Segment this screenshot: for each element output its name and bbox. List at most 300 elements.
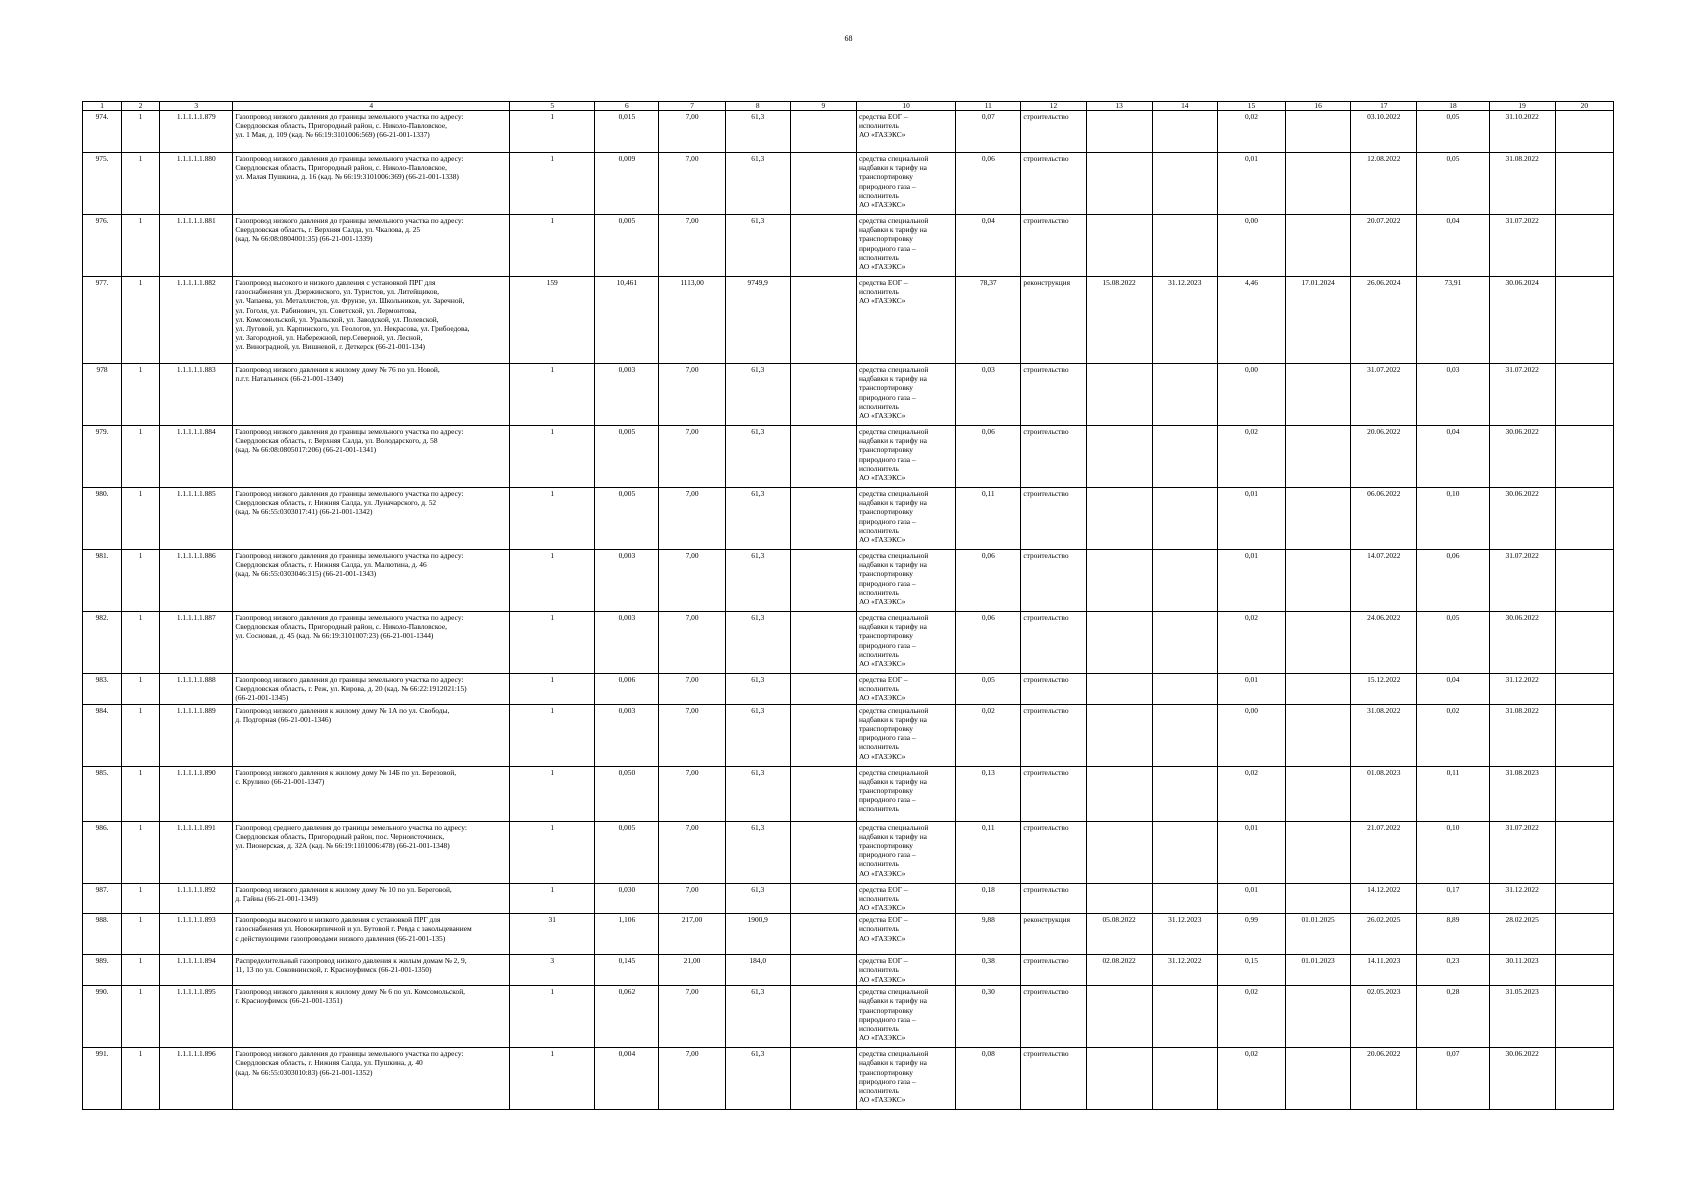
cell-text: 0,06	[981, 154, 995, 163]
cell-col-7	[659, 766, 725, 821]
table-row	[83, 426, 1614, 488]
cell-object-description	[233, 550, 510, 612]
cell-col-18	[1417, 821, 1489, 883]
cell-text: 15.12.2022	[1367, 675, 1401, 684]
cell-commissioning-date	[1351, 488, 1417, 550]
cell-text: 0,009	[618, 154, 636, 163]
cell-work-type	[1021, 550, 1086, 612]
cell-col-18	[1417, 364, 1489, 426]
cell-text: 988.	[95, 915, 109, 925]
column-header-20: 20	[1555, 102, 1613, 111]
cell-text: 0,30	[981, 987, 995, 997]
cell-length	[595, 914, 659, 955]
cell-object-description	[233, 153, 510, 215]
cell-row-number	[83, 704, 122, 766]
cell-text: 0,15	[1244, 956, 1258, 966]
cell-col-20	[1555, 550, 1613, 612]
cell-col-20	[1555, 488, 1613, 550]
cell-col-16	[1286, 821, 1351, 883]
cell-end-date	[1152, 153, 1217, 215]
table-row	[83, 111, 1614, 153]
cell-text: 61,3	[751, 551, 765, 560]
cell-col-11	[956, 914, 1021, 955]
cell-col-18	[1417, 612, 1489, 674]
cell-text: Газопровод низкого давления к жилому дому № 14Б по ул. Березовой, с. Крулино (66-21-001-1347)	[235, 767, 457, 786]
cell-start-date	[1086, 1048, 1152, 1110]
cell-col-7	[659, 488, 725, 550]
cell-col-16	[1286, 674, 1351, 705]
cell-col-15	[1217, 821, 1285, 883]
cell-col-8	[725, 111, 790, 153]
cell-text: 0,04	[1446, 216, 1460, 225]
cell-text: 0,03	[1446, 365, 1460, 374]
cell-text: 06.06.2022	[1367, 489, 1401, 498]
cell-commissioning-date	[1351, 955, 1417, 986]
cell-text: 61,3	[751, 767, 765, 777]
cell-text: 61,3	[751, 216, 765, 225]
cell-row-number	[83, 612, 122, 674]
cell-text: средства специальной надбавки к тарифу на транспортировку природного газа – исполнитель АО «ГАЗЭКС»	[858, 489, 929, 545]
cell-text: 0,01	[1244, 675, 1258, 684]
cell-text: 0,005	[618, 427, 636, 436]
cell-text: средства специальной надбавки к тарифу на транспортировку природного газа – исполнитель АО «ГАЗЭКС»	[858, 613, 929, 669]
cell-text: 31.12.2022	[1505, 675, 1539, 684]
cell-text: 0,062	[618, 987, 636, 997]
table-row	[83, 612, 1614, 674]
table-row	[83, 955, 1614, 986]
cell-col-20	[1555, 955, 1613, 986]
cell-text: 1113,00	[680, 278, 704, 287]
cell-text: 61,3	[751, 427, 765, 436]
page-number: 68	[844, 34, 853, 43]
cell-text: 0,005	[618, 489, 636, 498]
cell-text: 61,3	[751, 613, 765, 622]
cell-text: 1	[138, 278, 143, 287]
cell-text: средства ЕОГ – исполнитель АО «ГАЗЭКС»	[858, 112, 908, 140]
cell-text: средства ЕОГ – исполнитель АО «ГАЗЭКС»	[858, 675, 908, 703]
cell-text: 0,00	[1244, 365, 1258, 374]
cell-col-18	[1417, 883, 1489, 914]
table-row	[83, 704, 1614, 766]
cell-text: 7,00	[685, 987, 699, 997]
cell-completion-date	[1489, 612, 1555, 674]
cell-text: 1.1.1.1.1.884	[176, 427, 216, 436]
cell-text: 8,89	[1446, 915, 1460, 925]
cell-funding-source	[856, 426, 955, 488]
cell-col-7	[659, 550, 725, 612]
cell-col-15	[1217, 674, 1285, 705]
cell-col-8	[725, 674, 790, 705]
cell-col-7	[659, 986, 725, 1048]
cell-col-2	[122, 704, 160, 766]
cell-text: 1	[550, 112, 555, 121]
cell-col-8	[725, 821, 790, 883]
cell-text: 30.06.2024	[1505, 278, 1539, 287]
cell-text: 977.	[95, 278, 109, 287]
cell-text: 0,01	[1244, 489, 1258, 498]
cell-completion-date	[1489, 704, 1555, 766]
cell-text: 30.11.2023	[1505, 956, 1539, 966]
cell-col-16	[1286, 277, 1351, 364]
cell-col-8	[725, 277, 790, 364]
cell-col-16	[1286, 986, 1351, 1048]
cell-funding-source	[856, 883, 955, 914]
cell-end-date	[1152, 821, 1217, 883]
cell-text: 0,02	[981, 705, 995, 715]
cell-text: Газопровод высокого и низкого давления с установкой ПРГ для газоснабжения ул. Дзержинского, ул. Туристов, ул. Литейщиков, ул. Чапаева, ул. Металлистов, ул. Фрунзе, ул. Школьников, ул. Заречной, ул. Гоголя, ул. Рабинович, ул. Советской, ул. Лермонтова, ул. Комсомольской, ул. Уральской, ул. Заводской, ул. Полевской, ул. Луговой, ул. Карпинского, ул. Геологов, ул. Некрасова, ул. Грибоедова, ул. Загородной, ул. Набережной, пер.Северной, ул. Лесной, ул. Виноградной, ул. Вишневой, г. Деткерск (66-21-001-134)	[235, 278, 470, 352]
cell-col-5	[510, 277, 595, 364]
column-number-header-row	[83, 102, 1614, 111]
cell-text: 0,06	[981, 427, 995, 436]
cell-col-11	[956, 821, 1021, 883]
cell-text: 0,015	[618, 112, 636, 121]
cell-text: 61,3	[751, 1049, 765, 1059]
cell-col-11	[956, 215, 1021, 277]
cell-text: 31.12.2023	[1168, 915, 1202, 925]
cell-col-15	[1217, 955, 1285, 986]
cell-end-date	[1152, 215, 1217, 277]
table-row	[83, 550, 1614, 612]
cell-text: 61,3	[751, 112, 765, 121]
cell-col-8	[725, 883, 790, 914]
cell-text: 9749,9	[747, 278, 768, 287]
cell-col-11	[956, 883, 1021, 914]
cell-text: 982.	[95, 613, 109, 622]
cell-text: 979.	[95, 427, 109, 436]
cell-commissioning-date	[1351, 426, 1417, 488]
cell-length	[595, 674, 659, 705]
cell-end-date	[1152, 111, 1217, 153]
cell-start-date	[1086, 883, 1152, 914]
cell-text: 05.08.2022	[1102, 915, 1136, 925]
column-header-17: 17	[1351, 102, 1417, 111]
cell-text: средства специальной надбавки к тарифу на транспортировку природного газа – исполнитель АО «ГАЗЭКС»	[858, 551, 929, 607]
cell-col-5	[510, 883, 595, 914]
cell-completion-date	[1489, 153, 1555, 215]
cell-text: 991.	[95, 1049, 109, 1059]
column-header-14: 14	[1152, 102, 1217, 111]
cell-text: Газопровод низкого давления до границы земельного участка по адресу: Свердловская область, г. Нижняя Салда, ул. Пушкина, д. 40 (кад. № 66:55:0303010:83) (66-21-001-1352)	[235, 1049, 464, 1077]
cell-work-type	[1021, 612, 1086, 674]
cell-col-18	[1417, 277, 1489, 364]
cell-length	[595, 821, 659, 883]
cell-text: 0,10	[1446, 822, 1460, 832]
cell-object-description	[233, 955, 510, 986]
cell-text: 1	[138, 987, 143, 997]
cell-text: средства специальной надбавки к тарифу на транспортировку природного газа – исполнитель АО «ГАЗЭКС»	[858, 427, 929, 483]
cell-text: средства ЕОГ – исполнитель АО «ГАЗЭКС»	[858, 278, 908, 306]
cell-text: 0,01	[1244, 884, 1258, 894]
table-row	[83, 277, 1614, 364]
cell-col-8	[725, 612, 790, 674]
cell-col-7	[659, 215, 725, 277]
cell-text: 15.08.2022	[1102, 278, 1136, 287]
column-header-10: 10	[856, 102, 955, 111]
cell-funding-source	[856, 674, 955, 705]
cell-text: 0,06	[1446, 551, 1460, 560]
cell-col-16	[1286, 704, 1351, 766]
cell-col-16	[1286, 364, 1351, 426]
cell-text: 1	[138, 613, 143, 622]
cell-col-9	[790, 550, 856, 612]
cell-completion-date	[1489, 1048, 1555, 1110]
cell-text: 4,46	[1244, 278, 1258, 287]
cell-col-5	[510, 1048, 595, 1110]
cell-text: 01.01.2025	[1301, 915, 1335, 925]
cell-text: 12.08.2022	[1367, 154, 1401, 163]
cell-start-date	[1086, 488, 1152, 550]
cell-text: 0,10	[1446, 489, 1460, 498]
column-header-4: 4	[233, 102, 510, 111]
cell-text: 1	[550, 767, 555, 777]
cell-text: 1	[138, 915, 143, 925]
cell-text: средства специальной надбавки к тарифу на транспортировку природного газа – исполнитель АО «ГАЗЭКС»	[858, 705, 929, 761]
cell-text: 7,00	[685, 822, 699, 832]
cell-col-11	[956, 986, 1021, 1048]
cell-col-5	[510, 364, 595, 426]
cell-col-9	[790, 914, 856, 955]
cell-text: 14.11.2023	[1367, 956, 1401, 966]
cell-text: 1	[550, 154, 555, 163]
cell-row-number	[83, 1048, 122, 1110]
cell-text: 1	[138, 154, 143, 163]
cell-col-11	[956, 1048, 1021, 1110]
cell-text: 0,05	[1446, 613, 1460, 622]
cell-length	[595, 1048, 659, 1110]
cell-text: 7,00	[685, 112, 699, 121]
cell-completion-date	[1489, 111, 1555, 153]
cell-text: 0,06	[981, 551, 995, 560]
cell-col-9	[790, 426, 856, 488]
cell-col-20	[1555, 986, 1613, 1048]
cell-end-date	[1152, 364, 1217, 426]
column-header-3: 3	[160, 102, 233, 111]
cell-text: 14.07.2022	[1367, 551, 1401, 560]
cell-work-type	[1021, 766, 1086, 821]
cell-text: 1	[550, 1049, 555, 1059]
cell-text: 61,3	[751, 675, 765, 684]
cell-col-7	[659, 111, 725, 153]
cell-col-8	[725, 426, 790, 488]
cell-text: 0,07	[1446, 1049, 1460, 1059]
cell-code	[160, 426, 233, 488]
cell-text: строительство	[1023, 365, 1069, 374]
cell-funding-source	[856, 704, 955, 766]
cell-col-5	[510, 704, 595, 766]
cell-text: Газопровод низкого давления к жилому дому № 10 по ул. Береговой, д. Гайны (66-21-001-1349)	[235, 884, 452, 903]
cell-col-7	[659, 612, 725, 674]
cell-text: 61,3	[751, 822, 765, 832]
cell-text: 1	[138, 112, 143, 121]
cell-text: 0,030	[618, 884, 636, 894]
cell-completion-date	[1489, 955, 1555, 986]
table-row	[83, 1048, 1614, 1110]
cell-text: 7,00	[685, 884, 699, 894]
cell-text: 14.12.2022	[1367, 884, 1401, 894]
cell-start-date	[1086, 674, 1152, 705]
cell-work-type	[1021, 488, 1086, 550]
cell-col-16	[1286, 111, 1351, 153]
cell-col-9	[790, 821, 856, 883]
cell-funding-source	[856, 215, 955, 277]
cell-text: строительство	[1023, 822, 1069, 832]
cell-text: 7,00	[685, 365, 699, 374]
cell-text: 7,00	[685, 551, 699, 560]
cell-text: 7,00	[685, 489, 699, 498]
cell-code	[160, 1048, 233, 1110]
cell-text: 0,23	[1446, 956, 1460, 966]
cell-text: 1.1.1.1.1.891	[176, 822, 216, 832]
cell-text: 31.07.2022	[1367, 365, 1401, 374]
cell-text: 0,13	[981, 767, 995, 777]
cell-text: 217,00	[681, 915, 703, 925]
cell-work-type	[1021, 1048, 1086, 1110]
cell-text: 1	[138, 216, 143, 225]
cell-col-20	[1555, 704, 1613, 766]
cell-code	[160, 111, 233, 153]
cell-text: 0,11	[1446, 767, 1460, 777]
cell-col-8	[725, 488, 790, 550]
cell-text: 0,03	[981, 365, 995, 374]
cell-text: 985.	[95, 767, 109, 777]
cell-row-number	[83, 766, 122, 821]
cell-text: 0,17	[1446, 884, 1460, 894]
cell-object-description	[233, 1048, 510, 1110]
cell-col-7	[659, 674, 725, 705]
cell-col-7	[659, 955, 725, 986]
cell-text: 31.07.2022	[1505, 216, 1539, 225]
cell-funding-source	[856, 153, 955, 215]
cell-commissioning-date	[1351, 986, 1417, 1048]
cell-col-16	[1286, 955, 1351, 986]
cell-col-9	[790, 1048, 856, 1110]
cell-col-20	[1555, 883, 1613, 914]
table-row	[83, 821, 1614, 883]
column-header-1: 1	[83, 102, 122, 111]
cell-text: 0,050	[618, 767, 636, 777]
cell-start-date	[1086, 766, 1152, 821]
cell-text: 987.	[95, 884, 109, 894]
cell-object-description	[233, 488, 510, 550]
cell-text: 21.07.2022	[1367, 822, 1401, 832]
cell-col-18	[1417, 914, 1489, 955]
cell-col-15	[1217, 111, 1285, 153]
cell-row-number	[83, 215, 122, 277]
cell-text: 975.	[95, 154, 109, 163]
cell-commissioning-date	[1351, 277, 1417, 364]
cell-col-11	[956, 153, 1021, 215]
cell-text: 31.08.2023	[1505, 767, 1539, 777]
cell-object-description	[233, 364, 510, 426]
cell-object-description	[233, 426, 510, 488]
cell-start-date	[1086, 821, 1152, 883]
cell-col-11	[956, 364, 1021, 426]
cell-col-15	[1217, 364, 1285, 426]
cell-col-18	[1417, 550, 1489, 612]
cell-work-type	[1021, 883, 1086, 914]
cell-col-11	[956, 426, 1021, 488]
cell-text: 26.02.2025	[1367, 915, 1401, 925]
cell-col-7	[659, 1048, 725, 1110]
cell-text: 1.1.1.1.1.881	[176, 216, 216, 225]
cell-col-15	[1217, 215, 1285, 277]
cell-col-5	[510, 674, 595, 705]
cell-funding-source	[856, 986, 955, 1048]
cell-text: 184,0	[749, 956, 767, 966]
cell-text: строительство	[1023, 987, 1069, 997]
cell-funding-source	[856, 766, 955, 821]
cell-length	[595, 550, 659, 612]
column-header-2: 2	[122, 102, 160, 111]
cell-text: 0,08	[981, 1049, 995, 1059]
cell-text: 31.12.2022	[1168, 956, 1202, 966]
cell-length	[595, 766, 659, 821]
cell-row-number	[83, 986, 122, 1048]
cell-text: 1.1.1.1.1.896	[176, 1049, 216, 1059]
cell-col-18	[1417, 426, 1489, 488]
cell-commissioning-date	[1351, 704, 1417, 766]
cell-text: 0,003	[618, 705, 636, 715]
cell-text: реконструкция	[1023, 278, 1071, 287]
cell-text: 20.06.2022	[1367, 1049, 1401, 1059]
cell-text: 0,003	[618, 365, 636, 374]
cell-col-5	[510, 111, 595, 153]
cell-text: 984.	[95, 705, 109, 715]
column-header-13: 13	[1086, 102, 1152, 111]
cell-text: 989.	[95, 956, 109, 966]
cell-text: 02.08.2022	[1102, 956, 1136, 966]
cell-commissioning-date	[1351, 674, 1417, 705]
cell-text: строительство	[1023, 613, 1069, 622]
cell-commissioning-date	[1351, 364, 1417, 426]
cell-length	[595, 955, 659, 986]
cell-text: 7,00	[685, 427, 699, 436]
cell-code	[160, 277, 233, 364]
cell-completion-date	[1489, 914, 1555, 955]
cell-text: 1	[550, 822, 555, 832]
cell-col-18	[1417, 674, 1489, 705]
cell-text: 1900,9	[747, 915, 768, 925]
cell-col-9	[790, 766, 856, 821]
cell-col-8	[725, 914, 790, 955]
cell-text: 0,02	[1244, 987, 1258, 997]
table-row	[83, 914, 1614, 955]
cell-row-number	[83, 914, 122, 955]
cell-col-2	[122, 153, 160, 215]
cell-text: 986.	[95, 822, 109, 832]
cell-work-type	[1021, 914, 1086, 955]
cell-text: строительство	[1023, 767, 1069, 777]
cell-col-2	[122, 277, 160, 364]
cell-end-date	[1152, 277, 1217, 364]
cell-col-18	[1417, 488, 1489, 550]
cell-text: 0,02	[1244, 1049, 1258, 1059]
cell-text: строительство	[1023, 489, 1069, 498]
cell-row-number	[83, 674, 122, 705]
cell-funding-source	[856, 111, 955, 153]
cell-funding-source	[856, 364, 955, 426]
cell-start-date	[1086, 111, 1152, 153]
cell-text: 3	[550, 956, 555, 966]
cell-col-5	[510, 986, 595, 1048]
cell-text: 1.1.1.1.1.893	[176, 915, 216, 925]
cell-text: 01.08.2023	[1367, 767, 1401, 777]
cell-col-20	[1555, 153, 1613, 215]
cell-col-2	[122, 111, 160, 153]
cell-col-11	[956, 277, 1021, 364]
cell-length	[595, 215, 659, 277]
cell-col-2	[122, 766, 160, 821]
